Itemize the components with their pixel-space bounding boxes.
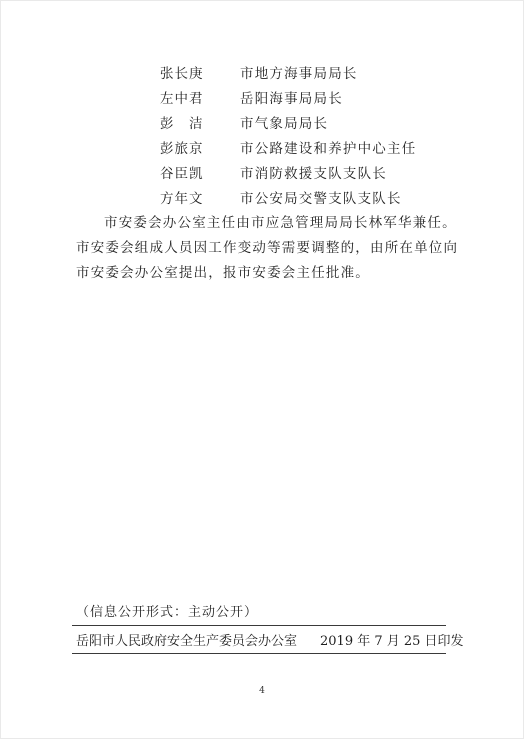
member-name: 彭旅京 (160, 141, 204, 157)
paragraph-director: 市安委会办公室主任由市应急管理局局长林军华兼任。 (104, 215, 457, 231)
member-name: 方年文 (160, 191, 204, 207)
paragraph-adjustment-line2: 市安委会办公室提出，报市安委会主任批准。 (76, 265, 370, 281)
issuer-office: 岳阳市人民政府安全生产委员会办公室 (76, 634, 298, 649)
page-number: 4 (259, 686, 265, 696)
member-title: 市气象局局长 (240, 116, 329, 132)
member-name: 彭 洁 (160, 116, 204, 132)
member-name: 张长庚 (160, 66, 204, 82)
member-title: 市消防救援支队支队长 (240, 166, 387, 182)
paragraph-adjustment-line1: 市安委会组成人员因工作变动等需要调整的，由所在单位向 (76, 240, 459, 256)
publication-form: （信息公开形式：主动公开） (76, 605, 259, 620)
member-title: 岳阳海事局局长 (240, 91, 343, 107)
print-date: 2019 年 7 月 25 日印发 (320, 634, 464, 649)
footer-rule-bottom (72, 653, 446, 654)
member-title: 市地方海事局局长 (240, 66, 358, 82)
member-name: 谷臣凯 (160, 166, 204, 182)
member-title: 市公路建设和养护中心主任 (240, 141, 417, 157)
footer-rule-top (72, 625, 446, 626)
member-name: 左中君 (160, 91, 204, 107)
member-title: 市公安局交警支队支队长 (240, 191, 402, 207)
